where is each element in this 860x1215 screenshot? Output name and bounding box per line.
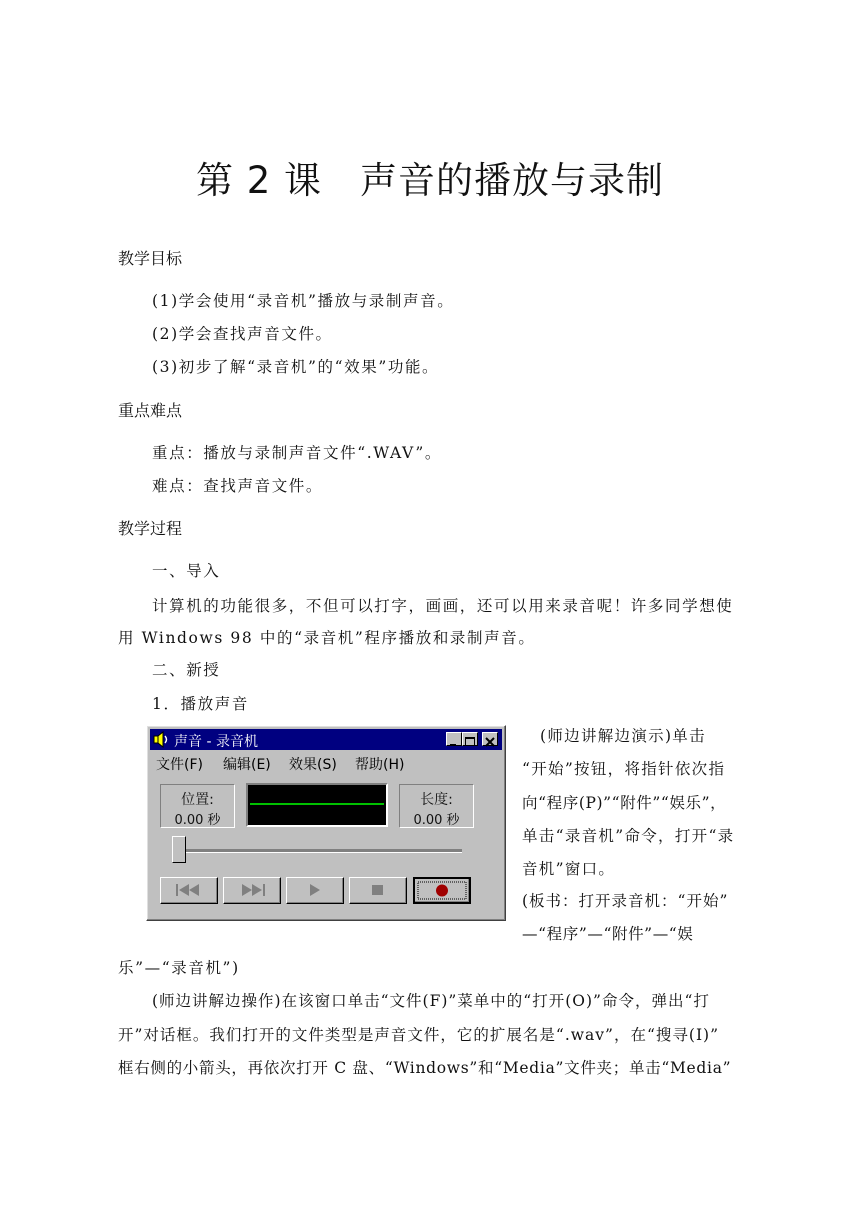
sound-recorder-window [146, 725, 506, 921]
new-heading: 二、新授 [152, 661, 221, 679]
close-icon [483, 736, 497, 748]
side-line-6: (板书：打开录音机：“开始” [522, 892, 729, 910]
recorder-title: 声音 - 录音机 [174, 734, 258, 750]
side-line-cont: 乐”—“录音机”) [118, 959, 240, 977]
goals-heading: 教学目标 [118, 249, 183, 268]
goal-1: (1)学会使用“录音机”播放与录制声音。 [152, 292, 455, 310]
record-icon [415, 879, 469, 902]
menu-file[interactable]: 文件(F) [156, 757, 203, 773]
maximize-icon [463, 736, 477, 748]
sub-heading-play: 1．播放声音 [152, 695, 249, 713]
close-button[interactable] [482, 732, 498, 746]
position-value: 0.00 秒 [174, 813, 221, 828]
rewind-button[interactable] [160, 877, 218, 904]
seek-slider-thumb[interactable] [172, 836, 186, 863]
intro-heading: 一、导入 [152, 562, 221, 580]
fast-forward-button[interactable] [223, 877, 281, 904]
side-line-5: 音机”窗口。 [522, 860, 616, 878]
position-label: 位置: [181, 792, 214, 808]
fast-forward-icon [224, 878, 280, 903]
play-icon [287, 878, 343, 903]
key-point-1: 重点：播放与录制声音文件“.WAV”。 [152, 444, 443, 462]
side-line-1: (师边讲解边演示)单击 [540, 727, 706, 745]
key-point-2: 难点：查找声音文件。 [152, 477, 324, 495]
body-line-3: 框右侧的小箭头，再依次打开 C 盘、“Windows”和“Media”文件夹；单击“Media” [118, 1059, 732, 1077]
stop-icon [350, 878, 406, 903]
length-value: 0.00 秒 [413, 813, 460, 828]
goal-3: (3)初步了解“录音机”的“效果”功能。 [152, 358, 440, 376]
waveform-display [246, 783, 388, 827]
process-heading: 教学过程 [118, 519, 183, 538]
play-button[interactable] [286, 877, 344, 904]
maximize-button[interactable] [462, 732, 478, 746]
side-line-7: —“程序”—“附件”—“娱 [522, 925, 694, 943]
waveform-line [250, 803, 384, 805]
minimize-button[interactable] [446, 732, 462, 746]
body-line-1: (师边讲解边操作)在该窗口单击“文件(F)”菜单中的“打开(O)”命令，弹出“打 [152, 992, 710, 1010]
length-panel [399, 784, 474, 828]
seek-track[interactable] [177, 849, 462, 853]
menu-effects[interactable]: 效果(S) [289, 757, 337, 773]
record-button[interactable] [413, 877, 471, 904]
menu-edit[interactable]: 编辑(E) [223, 757, 271, 773]
stop-button[interactable] [349, 877, 407, 904]
goal-2: (2)学会查找声音文件。 [152, 325, 333, 343]
body-line-2: 开”对话框。我们打开的文件类型是声音文件，它的扩展名是“.wav”，在“搜寻(I)” [118, 1026, 720, 1044]
page-title: 第 2 课 声音的播放与录制 [195, 159, 665, 202]
recorder-titlebar[interactable] [150, 729, 502, 750]
speaker-icon [153, 731, 171, 748]
length-label: 长度: [420, 792, 453, 808]
position-panel [160, 784, 235, 828]
rewind-icon [161, 878, 217, 903]
minimize-icon [447, 736, 461, 748]
key-heading: 重点难点 [118, 401, 183, 420]
side-line-2: “开始”按钮，将指针依次指 [522, 760, 726, 778]
side-line-3: 向“程序(P)”“附件”“娱乐”， [522, 794, 727, 812]
intro-line-1: 计算机的功能很多，不但可以打字，画画，还可以用来录音呢！许多同学想使 [152, 597, 734, 615]
side-line-4: 单击“录音机”命令，打开“录 [522, 827, 735, 845]
intro-line-2: 用 Windows 98 中的“录音机”程序播放和录制声音。 [118, 629, 536, 647]
menu-help[interactable]: 帮助(H) [355, 757, 405, 773]
